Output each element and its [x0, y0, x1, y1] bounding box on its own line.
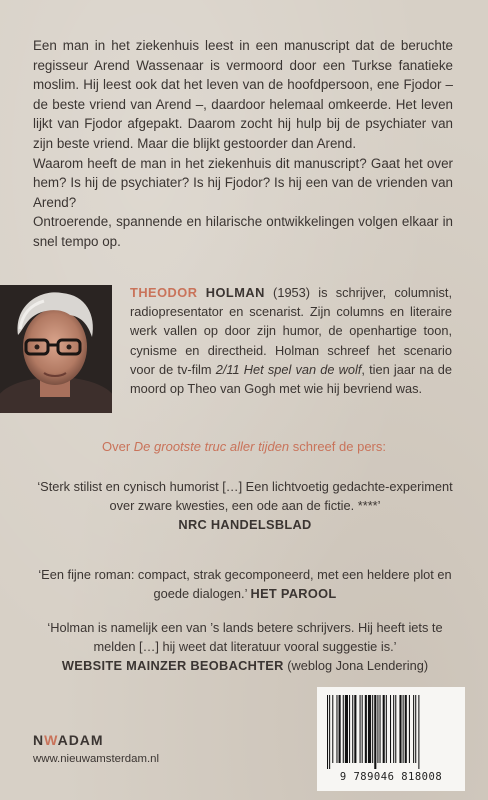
barcode-bar	[345, 695, 348, 763]
barcode-bar	[393, 695, 394, 763]
barcode-bar	[349, 695, 350, 763]
barcode-bar	[383, 695, 385, 763]
blurb-paragraph-2: Waarom heeft de man in het ziekenhuis dit manuscript? Gaat het over hem? Is hij de psychiater? Is hij Fjodor? Is hij een van de vrienden van Arend?	[33, 155, 453, 210]
barcode-bar	[399, 695, 401, 763]
barcode-bar	[332, 695, 333, 763]
barcode	[317, 687, 465, 791]
barcode-bar	[368, 695, 371, 763]
review-source-note: (weblog Jona Lendering)	[283, 658, 429, 673]
barcode-bar	[386, 695, 387, 763]
barcode-bar	[329, 695, 330, 769]
review-nrc	[36, 477, 454, 534]
barcode-bar	[360, 695, 361, 763]
author-bio-text-1: (1953) is schrijver, columnist, radiopresentator en scenarist. Zijn columns en literaire werk vallen op door zijn humor, de openhartige toon, cynisme en directheid. Holman schreef het scenario voor de tv-film	[130, 285, 452, 377]
publisher-logo-part-b: W	[44, 732, 58, 748]
barcode-bar	[336, 695, 337, 763]
barcode-bar	[409, 695, 410, 763]
barcode-bar	[413, 695, 414, 763]
press-intro-pre: Over	[102, 439, 134, 454]
publisher-logo-part-c: ADAM	[57, 732, 104, 748]
barcode-bar	[403, 695, 404, 763]
blurb-paragraph-1: Een man in het ziekenhuis leest in een manuscript dat de beruchte regisseur Arend Wassenaar is vermoord door een Turkse fanatieke moslim. Hij leest ook dat het leven van de hoofdpersoon, ene Fjodor – de beste vriend van Arend –, daardoor helemaal omkeerde. Het leven lijkt van Fjodor afgepakt. Daarom zocht hij hulp bij de psychiater van zijn beste vriend. Maar die blijkt gestoorder dan Arend.	[33, 38, 453, 151]
barcode-bar	[380, 695, 381, 763]
author-portrait-image	[0, 285, 112, 413]
barcode-bar	[352, 695, 353, 763]
barcode-bar	[377, 695, 378, 763]
review-parool	[36, 565, 454, 603]
review-quote: ‘Een fijne roman: compact, strak gecomponeerd, met een heldere plot en goede dialogen.’	[38, 567, 452, 601]
review-mainzer	[36, 618, 454, 675]
publisher-website: www.nieuwamsterdam.nl	[33, 753, 159, 765]
barcode-bar	[339, 695, 341, 763]
press-intro-post: schreef de pers:	[289, 439, 386, 454]
review-source: NRC HANDELSBLAD	[178, 517, 312, 532]
author-bio	[130, 283, 452, 398]
publisher-logo	[33, 732, 104, 748]
blurb-paragraph-3: Ontroerende, spannende en hilarische ontwikkelingen volgen elkaar in snel tempo op.	[33, 214, 453, 249]
review-source: HET PAROOL	[250, 586, 337, 601]
barcode-bar	[343, 695, 344, 763]
isbn-number: 9 789046 818008	[339, 771, 443, 783]
barcode-bar	[374, 695, 376, 769]
barcode-bars	[325, 695, 457, 769]
barcode-bar	[405, 695, 407, 763]
barcode-bar	[418, 695, 419, 769]
barcode-bar	[390, 695, 391, 763]
previous-book-title: De grootste truc aller tijden	[133, 439, 290, 454]
barcode-bar	[362, 695, 363, 763]
press-intro	[0, 439, 488, 454]
author-photo	[0, 285, 112, 413]
barcode-bar	[415, 695, 416, 763]
author-first-name: THEODOR	[130, 285, 198, 300]
author-last-name: HOLMAN	[205, 285, 265, 300]
blurb	[33, 36, 453, 252]
author-bio-text-2: , tien jaar na de moord op Theo van Gogh met wie hij bevriend was.	[130, 361, 453, 397]
barcode-bar	[395, 695, 396, 763]
review-quote: ‘Sterk stilist en cynisch humorist […] Een lichtvoetig gedachte-experiment over zware kwesties, een ode aan de fictie. ****’	[37, 479, 453, 513]
barcode-bar	[372, 695, 373, 763]
author-film-title: 2/11 Het spel van de wolf	[215, 361, 362, 377]
barcode-bar	[365, 695, 367, 763]
publisher-logo-part-a: N	[33, 732, 45, 748]
review-source: WEBSITE MAINZER BEOBACHTER	[61, 658, 284, 673]
review-quote: ‘Holman is namelijk een van ’s lands betere schrijvers. Hij heeft iets te melden […] hij weet dat literatuur vooral suggestie is.’	[47, 620, 443, 654]
barcode-bar	[354, 695, 356, 763]
barcode-bar	[327, 695, 328, 769]
